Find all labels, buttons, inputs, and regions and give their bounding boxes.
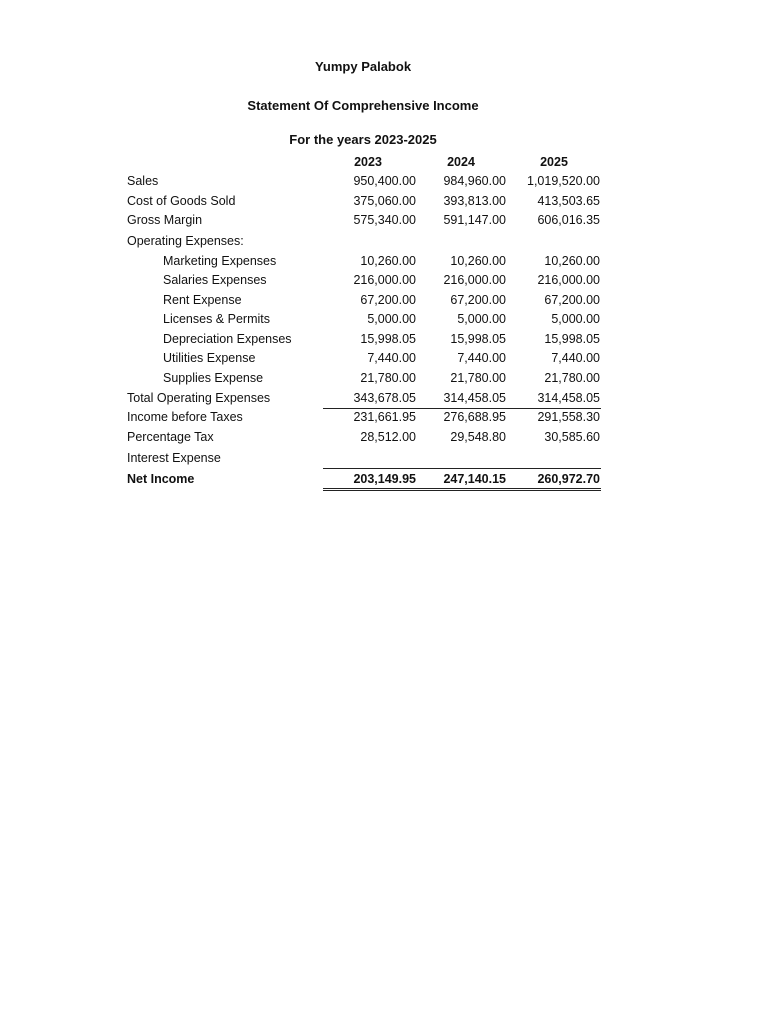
year-2024: 2024	[447, 155, 475, 169]
value-2024: 5,000.00	[457, 312, 506, 326]
row-label: Depreciation Expenses	[163, 332, 292, 346]
value-2024: 67,200.00	[450, 293, 506, 307]
row-label: Net Income	[127, 472, 195, 486]
value-2024: 10,260.00	[450, 254, 506, 268]
value-2024: 393,813.00	[443, 194, 506, 208]
value-2025: 15,998.05	[544, 332, 600, 346]
value-2025: 260,972.70	[537, 472, 600, 486]
value-2023: 15,998.05	[360, 332, 416, 346]
statement-title: Statement Of Comprehensive Income	[247, 98, 479, 113]
value-2025: 413,503.65	[537, 194, 600, 208]
value-2025: 1,019,520.00	[527, 174, 600, 188]
row-depreciation-expenses	[0, 332, 768, 351]
row-label: Rent Expense	[163, 293, 242, 307]
row-label: Licenses & Permits	[163, 312, 270, 326]
subtotal-rule	[323, 408, 601, 409]
row-label: Operating Expenses:	[127, 234, 244, 248]
value-2025: 5,000.00	[551, 312, 600, 326]
value-2024: 984,960.00	[443, 174, 506, 188]
row-label: Supplies Expense	[163, 371, 264, 385]
value-2023: 950,400.00	[353, 174, 416, 188]
value-2023: 21,780.00	[360, 371, 416, 385]
row-licenses-permits	[0, 312, 768, 331]
value-2024: 276,688.95	[443, 410, 506, 424]
value-2025: 606,016.35	[537, 213, 600, 227]
row-utilities-expense	[0, 351, 768, 370]
value-2024: 7,440.00	[457, 351, 506, 365]
row-label: Total Operating Expenses	[127, 391, 271, 405]
row-salaries-expenses	[0, 273, 768, 292]
row-cost-of-goods-sold	[0, 194, 768, 213]
value-2025: 291,558.30	[537, 410, 600, 424]
value-2024: 247,140.15	[443, 472, 506, 486]
value-2025: 314,458.05	[537, 391, 600, 405]
statement-period: For the years 2023-2025	[289, 132, 437, 147]
value-2023: 203,149.95	[353, 472, 416, 486]
value-2025: 30,585.60	[544, 430, 600, 444]
row-percentage-tax	[0, 430, 768, 449]
net-income-double-rule	[323, 488, 601, 491]
value-2025: 10,260.00	[544, 254, 600, 268]
value-2024: 21,780.00	[450, 371, 506, 385]
year-header	[0, 155, 768, 173]
value-2023: 375,060.00	[353, 194, 416, 208]
value-2024: 216,000.00	[443, 273, 506, 287]
value-2023: 343,678.05	[353, 391, 416, 405]
row-marketing-expenses	[0, 254, 768, 273]
value-2023: 5,000.00	[367, 312, 416, 326]
company-name: Yumpy Palabok	[314, 59, 412, 74]
row-label: Marketing Expenses	[163, 254, 277, 268]
net-income-top-rule	[323, 468, 601, 469]
value-2025: 7,440.00	[551, 351, 600, 365]
value-2024: 15,998.05	[450, 332, 506, 346]
value-2025: 21,780.00	[544, 371, 600, 385]
value-2024: 591,147.00	[443, 213, 506, 227]
value-2025: 216,000.00	[537, 273, 600, 287]
row-label: Cost of Goods Sold	[127, 194, 236, 208]
row-income-before-taxes	[0, 410, 768, 429]
year-2025: 2025	[540, 155, 568, 169]
row-rent-expense	[0, 293, 768, 312]
value-2023: 7,440.00	[367, 351, 416, 365]
value-2023: 28,512.00	[360, 430, 416, 444]
row-operating-expenses-header	[0, 234, 768, 253]
year-2023: 2023	[354, 155, 382, 169]
row-label: Salaries Expenses	[163, 273, 267, 287]
row-gross-margin	[0, 213, 768, 232]
row-label: Gross Margin	[127, 213, 203, 227]
value-2024: 29,548.80	[450, 430, 506, 444]
row-label: Utilities Expense	[163, 351, 256, 365]
value-2023: 575,340.00	[353, 213, 416, 227]
value-2024: 314,458.05	[443, 391, 506, 405]
value-2023: 231,661.95	[353, 410, 416, 424]
value-2023: 67,200.00	[360, 293, 416, 307]
row-label: Sales	[127, 174, 159, 188]
value-2023: 10,260.00	[360, 254, 416, 268]
row-label: Income before Taxes	[127, 410, 243, 424]
row-supplies-expense	[0, 371, 768, 390]
value-2023: 216,000.00	[353, 273, 416, 287]
row-label: Interest Expense	[127, 451, 221, 465]
row-sales	[0, 174, 768, 193]
row-label: Percentage Tax	[127, 430, 214, 444]
value-2025: 67,200.00	[544, 293, 600, 307]
